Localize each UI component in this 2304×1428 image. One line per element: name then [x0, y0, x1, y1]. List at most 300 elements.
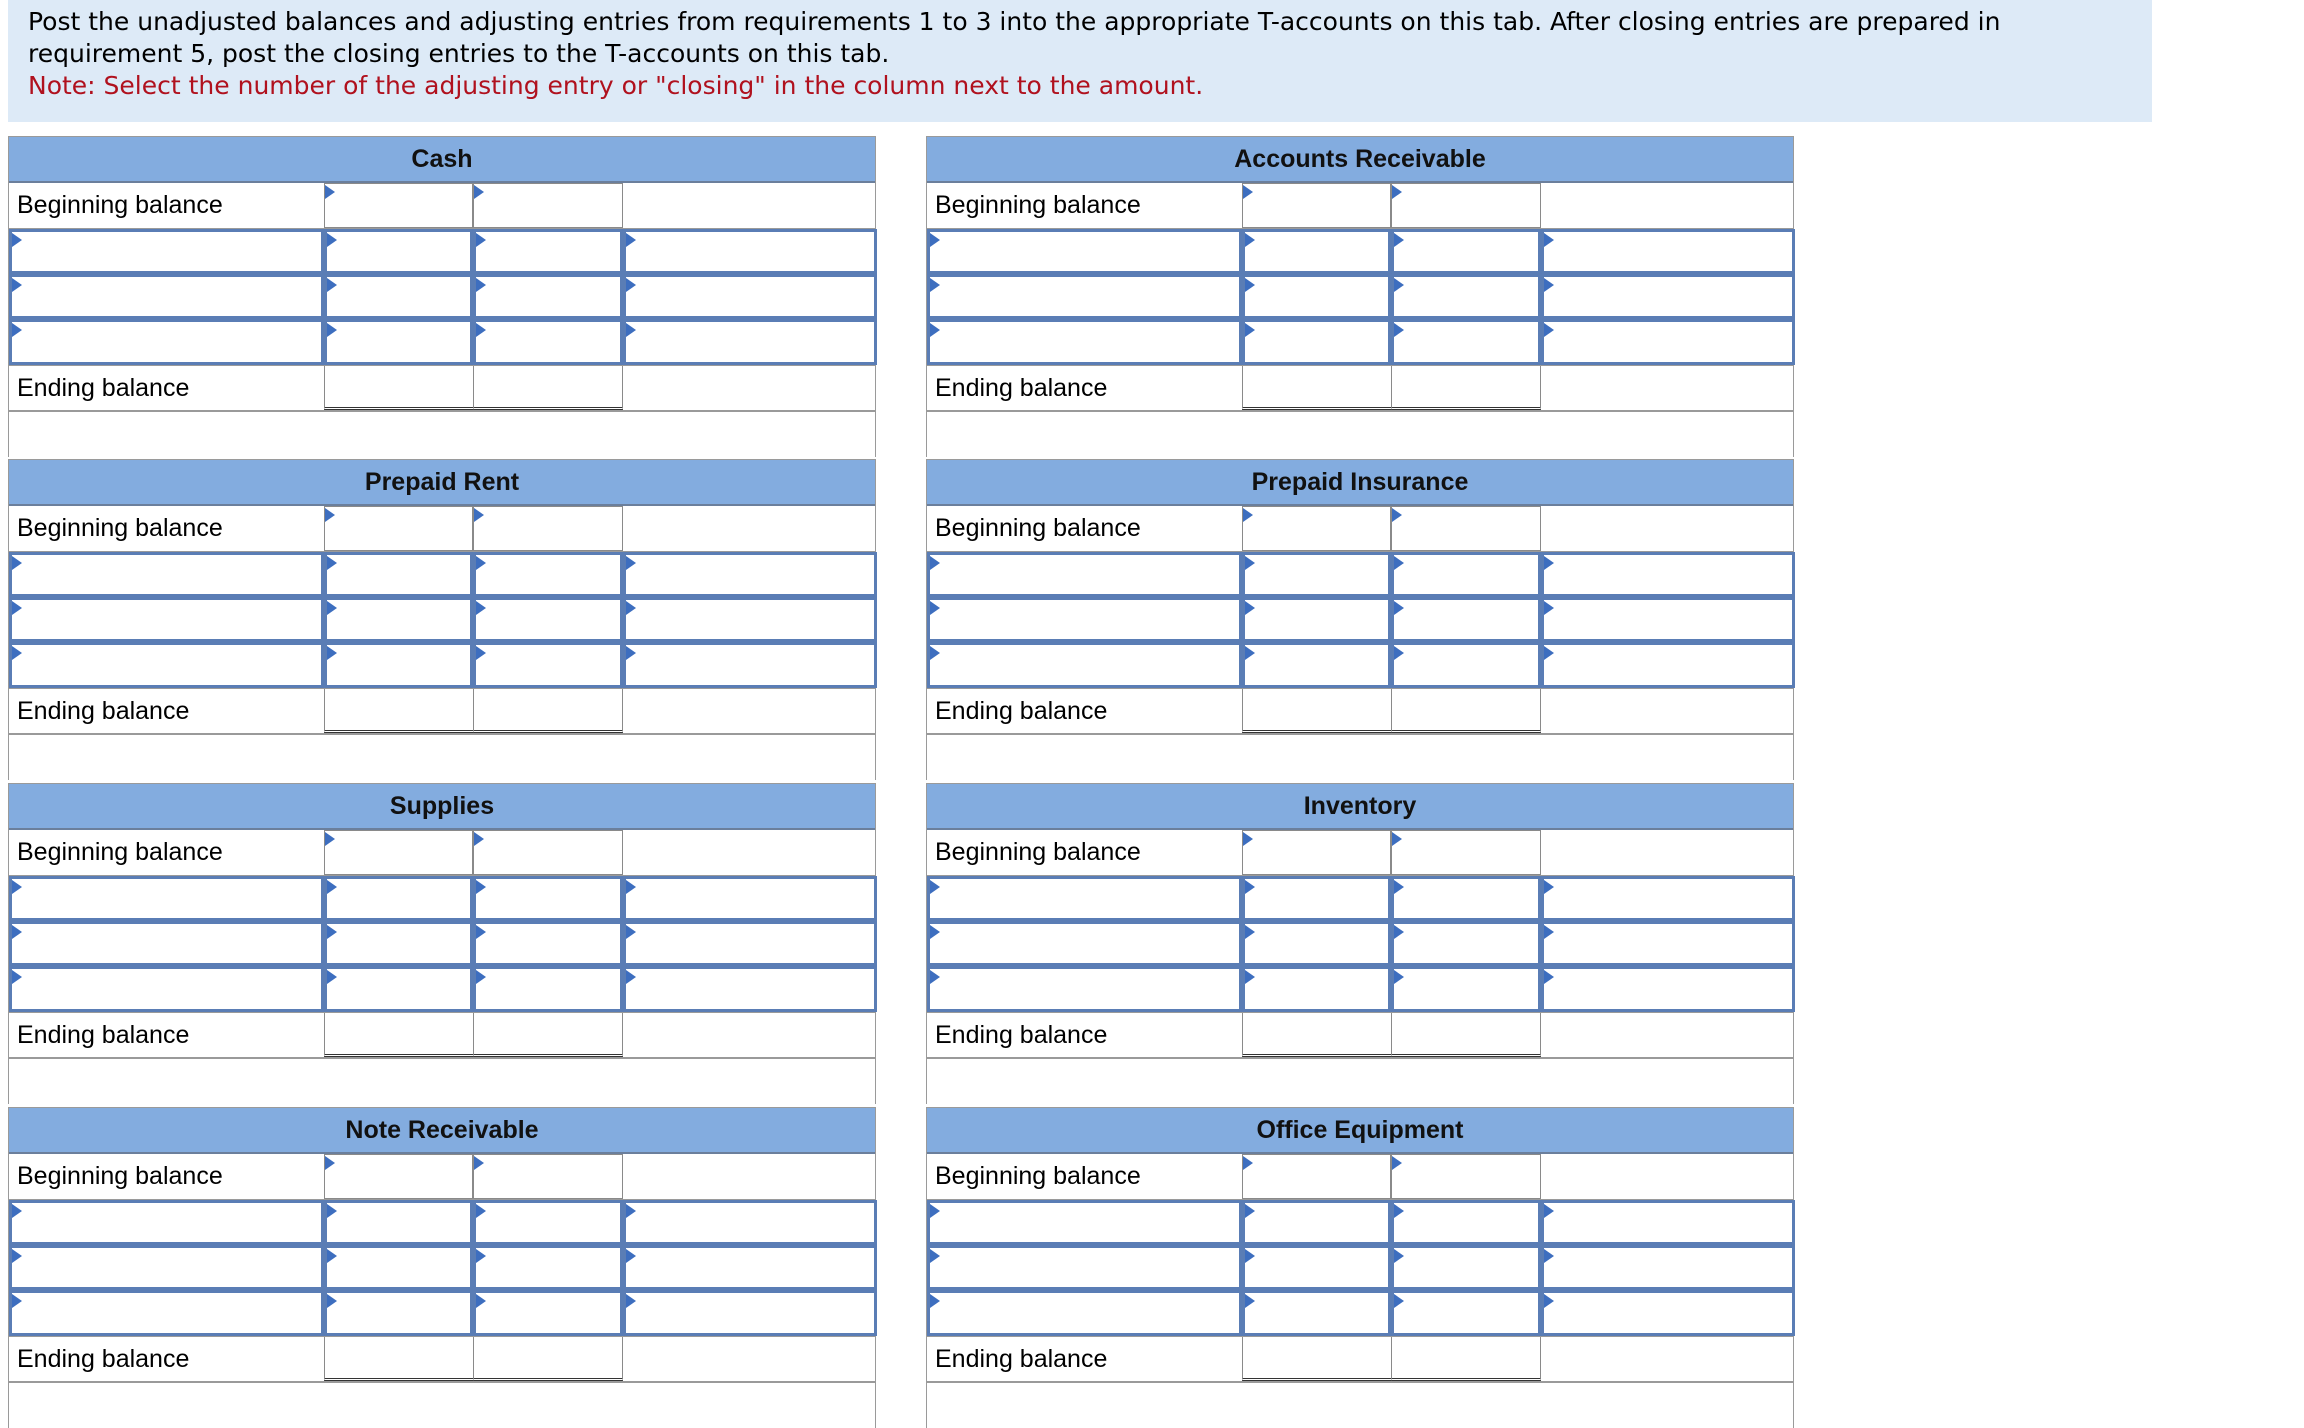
entry-row	[927, 876, 1793, 921]
entry-credit-reference-select[interactable]	[1541, 1290, 1795, 1336]
entry-row	[927, 1290, 1793, 1336]
entry-credit-reference-select[interactable]	[623, 319, 877, 365]
account-title: Prepaid Rent	[9, 460, 875, 506]
dropdown-marker-icon	[1394, 278, 1404, 292]
instructions-line-2: requirement 5, post the closing entries to the T-accounts on this tab.	[28, 39, 890, 68]
dropdown-marker-icon	[476, 880, 486, 894]
dropdown-marker-icon	[1544, 970, 1554, 984]
taccount-block	[926, 459, 1794, 780]
dropdown-marker-icon	[476, 323, 486, 337]
entry-credit-amount-input[interactable]	[1391, 1245, 1541, 1290]
entry-reference-select[interactable]	[927, 642, 1242, 688]
dropdown-marker-icon	[1245, 1249, 1255, 1263]
ending-balance-debit-field	[1242, 689, 1391, 733]
entry-credit-reference-select[interactable]	[623, 642, 877, 688]
entry-credit-amount-input[interactable]	[1391, 642, 1541, 688]
dropdown-marker-icon	[1245, 323, 1255, 337]
entry-debit-amount-input[interactable]	[1242, 274, 1391, 319]
beginning-balance-credit-input[interactable]	[1391, 1154, 1541, 1199]
entry-credit-reference-select[interactable]	[623, 229, 877, 274]
ending-balance-credit-field	[473, 1013, 623, 1057]
dropdown-marker-icon	[327, 646, 337, 660]
dropdown-marker-icon	[626, 880, 636, 894]
dropdown-marker-icon	[1544, 1294, 1554, 1308]
dropdown-marker-icon	[1392, 832, 1402, 846]
beginning-balance-debit-input[interactable]	[1242, 183, 1391, 228]
entry-reference-select[interactable]	[927, 319, 1242, 365]
entry-debit-amount-input[interactable]	[1242, 1245, 1391, 1290]
entry-credit-reference-select[interactable]	[1541, 921, 1795, 966]
entry-row	[9, 319, 875, 365]
dropdown-marker-icon	[930, 323, 940, 337]
entry-credit-amount-input[interactable]	[473, 1245, 623, 1290]
entry-reference-select[interactable]	[927, 921, 1242, 966]
entry-reference-select[interactable]	[9, 1200, 324, 1245]
entry-credit-reference-select[interactable]	[623, 876, 877, 921]
entry-row	[9, 1245, 875, 1290]
dropdown-marker-icon	[1394, 970, 1404, 984]
ending-balance-credit-field	[1391, 1337, 1541, 1381]
ending-balance-debit-field	[324, 366, 473, 410]
beginning-balance-debit-input[interactable]	[324, 1154, 473, 1199]
entry-reference-select[interactable]	[927, 1245, 1242, 1290]
dropdown-marker-icon	[1392, 185, 1402, 199]
dropdown-marker-icon	[626, 970, 636, 984]
dropdown-marker-icon	[327, 970, 337, 984]
dropdown-marker-icon	[476, 278, 486, 292]
beginning-balance-row	[9, 506, 875, 552]
ending-balance-label: Ending balance	[17, 373, 190, 402]
entry-row	[9, 966, 875, 1012]
account-title: Accounts Receivable	[927, 137, 1793, 183]
dropdown-marker-icon	[930, 970, 940, 984]
entry-credit-reference-select[interactable]	[1541, 966, 1795, 1012]
dropdown-marker-icon	[12, 1249, 22, 1263]
entry-row	[9, 552, 875, 597]
entry-debit-amount-input[interactable]	[324, 1290, 473, 1336]
entry-row	[927, 597, 1793, 642]
dropdown-marker-icon	[12, 970, 22, 984]
taccount-block	[8, 783, 876, 1104]
beginning-balance-credit-input[interactable]	[1391, 830, 1541, 875]
entry-row	[927, 642, 1793, 688]
entry-credit-amount-input[interactable]	[1391, 966, 1541, 1012]
entry-debit-amount-input[interactable]	[324, 921, 473, 966]
entry-credit-reference-select[interactable]	[1541, 274, 1795, 319]
beginning-balance-row	[9, 1154, 875, 1200]
taccount-block	[8, 136, 876, 457]
entry-reference-select[interactable]	[9, 642, 324, 688]
spacer-row	[9, 734, 875, 780]
dropdown-marker-icon	[1245, 970, 1255, 984]
entry-credit-amount-input[interactable]	[473, 319, 623, 365]
entry-credit-reference-select[interactable]	[623, 1245, 877, 1290]
ending-balance-row	[927, 1012, 1793, 1058]
beginning-balance-label: Beginning balance	[17, 1162, 223, 1190]
dropdown-marker-icon	[1394, 323, 1404, 337]
entry-credit-reference-select[interactable]	[1541, 597, 1795, 642]
dropdown-marker-icon	[474, 508, 484, 522]
dropdown-marker-icon	[626, 1294, 636, 1308]
entry-row	[9, 274, 875, 319]
dropdown-marker-icon	[476, 1249, 486, 1263]
entry-reference-select[interactable]	[9, 229, 324, 274]
entry-reference-select[interactable]	[9, 921, 324, 966]
dropdown-marker-icon	[474, 832, 484, 846]
entry-credit-amount-input[interactable]	[473, 552, 623, 597]
ending-balance-credit-field	[1391, 689, 1541, 733]
ending-balance-row	[927, 365, 1793, 411]
account-title: Note Receivable	[9, 1108, 875, 1154]
taccount-block	[926, 136, 1794, 457]
dropdown-marker-icon	[1544, 601, 1554, 615]
entry-debit-amount-input[interactable]	[324, 229, 473, 274]
entry-debit-amount-input[interactable]	[324, 966, 473, 1012]
taccount-block	[926, 1107, 1794, 1428]
entry-row	[927, 921, 1793, 966]
entry-credit-amount-input[interactable]	[473, 876, 623, 921]
dropdown-marker-icon	[1245, 233, 1255, 247]
entry-credit-amount-input[interactable]	[1391, 1290, 1541, 1336]
dropdown-marker-icon	[1544, 323, 1554, 337]
entry-reference-select[interactable]	[927, 966, 1242, 1012]
entry-row	[9, 1290, 875, 1336]
ending-balance-label: Ending balance	[935, 1020, 1108, 1049]
entry-credit-amount-input[interactable]	[1391, 597, 1541, 642]
dropdown-marker-icon	[476, 1294, 486, 1308]
entry-debit-amount-input[interactable]	[324, 876, 473, 921]
entry-credit-amount-input[interactable]	[1391, 229, 1541, 274]
instructions-panel	[8, 0, 2152, 122]
dropdown-marker-icon	[930, 1294, 940, 1308]
ending-balance-row	[9, 1336, 875, 1382]
beginning-balance-label: Beginning balance	[17, 514, 223, 542]
account-title: Prepaid Insurance	[927, 460, 1793, 506]
entry-credit-reference-select[interactable]	[1541, 1245, 1795, 1290]
dropdown-marker-icon	[476, 601, 486, 615]
entry-row	[9, 597, 875, 642]
entry-credit-amount-input[interactable]	[473, 966, 623, 1012]
dropdown-marker-icon	[476, 556, 486, 570]
ending-balance-row	[9, 1012, 875, 1058]
dropdown-marker-icon	[626, 556, 636, 570]
dropdown-marker-icon	[1245, 601, 1255, 615]
dropdown-marker-icon	[12, 646, 22, 660]
entry-credit-reference-select[interactable]	[623, 274, 877, 319]
entry-row	[9, 921, 875, 966]
dropdown-marker-icon	[1544, 278, 1554, 292]
entry-credit-reference-select[interactable]	[623, 921, 877, 966]
entry-credit-amount-input[interactable]	[473, 1200, 623, 1245]
dropdown-marker-icon	[1394, 601, 1404, 615]
entry-row	[9, 229, 875, 274]
ending-balance-debit-field	[324, 1013, 473, 1057]
entry-row	[9, 876, 875, 921]
entry-credit-reference-select[interactable]	[1541, 1200, 1795, 1245]
entry-credit-amount-input[interactable]	[1391, 552, 1541, 597]
entry-debit-amount-input[interactable]	[1242, 597, 1391, 642]
dropdown-marker-icon	[930, 601, 940, 615]
entry-row	[927, 229, 1793, 274]
ending-balance-debit-field	[324, 689, 473, 733]
dropdown-marker-icon	[1394, 1294, 1404, 1308]
entry-reference-select[interactable]	[927, 274, 1242, 319]
beginning-balance-debit-input[interactable]	[324, 506, 473, 551]
entry-debit-amount-input[interactable]	[1242, 642, 1391, 688]
entry-credit-reference-select[interactable]	[623, 1200, 877, 1245]
entry-credit-reference-select[interactable]	[1541, 229, 1795, 274]
dropdown-marker-icon	[327, 323, 337, 337]
beginning-balance-row	[927, 506, 1793, 552]
entry-debit-amount-input[interactable]	[1242, 229, 1391, 274]
ending-balance-credit-field	[1391, 366, 1541, 410]
dropdown-marker-icon	[1394, 233, 1404, 247]
entry-reference-select[interactable]	[9, 966, 324, 1012]
entry-debit-amount-input[interactable]	[1242, 552, 1391, 597]
ending-balance-debit-field	[1242, 1013, 1391, 1057]
dropdown-marker-icon	[12, 601, 22, 615]
dropdown-marker-icon	[325, 832, 335, 846]
entry-debit-amount-input[interactable]	[324, 319, 473, 365]
dropdown-marker-icon	[1243, 185, 1253, 199]
beginning-balance-credit-input[interactable]	[473, 183, 623, 228]
dropdown-marker-icon	[1394, 925, 1404, 939]
dropdown-marker-icon	[1394, 556, 1404, 570]
entry-reference-select[interactable]	[927, 552, 1242, 597]
beginning-balance-credit-input[interactable]	[1391, 183, 1541, 228]
beginning-balance-label: Beginning balance	[935, 191, 1141, 219]
account-title: Office Equipment	[927, 1108, 1793, 1154]
entry-credit-reference-select[interactable]	[1541, 876, 1795, 921]
beginning-balance-row	[9, 183, 875, 229]
entry-credit-amount-input[interactable]	[1391, 319, 1541, 365]
entry-credit-amount-input[interactable]	[1391, 921, 1541, 966]
dropdown-marker-icon	[930, 556, 940, 570]
dropdown-marker-icon	[626, 1249, 636, 1263]
dropdown-marker-icon	[476, 925, 486, 939]
dropdown-marker-icon	[12, 556, 22, 570]
entry-reference-select[interactable]	[927, 876, 1242, 921]
taccount-block	[8, 1107, 876, 1428]
dropdown-marker-icon	[325, 1156, 335, 1170]
ending-balance-debit-field	[1242, 366, 1391, 410]
entry-credit-amount-input[interactable]	[473, 642, 623, 688]
entry-credit-amount-input[interactable]	[473, 921, 623, 966]
entry-reference-select[interactable]	[9, 1245, 324, 1290]
entry-row	[927, 1200, 1793, 1245]
dropdown-marker-icon	[474, 185, 484, 199]
entry-reference-select[interactable]	[927, 597, 1242, 642]
dropdown-marker-icon	[1394, 1249, 1404, 1263]
ending-balance-label: Ending balance	[17, 696, 190, 725]
dropdown-marker-icon	[325, 185, 335, 199]
entry-reference-select[interactable]	[9, 274, 324, 319]
taccount-block	[8, 459, 876, 780]
entry-credit-reference-select[interactable]	[623, 552, 877, 597]
dropdown-marker-icon	[476, 1204, 486, 1218]
entry-credit-reference-select[interactable]	[1541, 642, 1795, 688]
entry-credit-reference-select[interactable]	[623, 1290, 877, 1336]
dropdown-marker-icon	[1544, 233, 1554, 247]
dropdown-marker-icon	[327, 1249, 337, 1263]
entry-credit-reference-select[interactable]	[623, 597, 877, 642]
entry-debit-amount-input[interactable]	[1242, 1200, 1391, 1245]
beginning-balance-debit-input[interactable]	[1242, 506, 1391, 551]
beginning-balance-label: Beginning balance	[17, 838, 223, 866]
dropdown-marker-icon	[930, 880, 940, 894]
entry-credit-amount-input[interactable]	[473, 274, 623, 319]
ending-balance-debit-field	[324, 1337, 473, 1381]
entry-reference-select[interactable]	[9, 597, 324, 642]
dropdown-marker-icon	[327, 880, 337, 894]
entry-row	[9, 1200, 875, 1245]
dropdown-marker-icon	[12, 233, 22, 247]
dropdown-marker-icon	[1243, 1156, 1253, 1170]
ending-balance-label: Ending balance	[935, 373, 1108, 402]
entry-debit-amount-input[interactable]	[1242, 876, 1391, 921]
entry-reference-select[interactable]	[9, 1290, 324, 1336]
entry-debit-amount-input[interactable]	[324, 1200, 473, 1245]
dropdown-marker-icon	[325, 508, 335, 522]
dropdown-marker-icon	[930, 1204, 940, 1218]
ending-balance-label: Ending balance	[17, 1020, 190, 1049]
entry-debit-amount-input[interactable]	[324, 552, 473, 597]
beginning-balance-row	[927, 830, 1793, 876]
ending-balance-debit-field	[1242, 1337, 1391, 1381]
dropdown-marker-icon	[476, 233, 486, 247]
dropdown-marker-icon	[1245, 278, 1255, 292]
beginning-balance-row	[9, 830, 875, 876]
entry-debit-amount-input[interactable]	[324, 1245, 473, 1290]
entry-row	[927, 552, 1793, 597]
ending-balance-credit-field	[473, 689, 623, 733]
dropdown-marker-icon	[1245, 646, 1255, 660]
entry-credit-amount-input[interactable]	[1391, 876, 1541, 921]
entry-credit-amount-input[interactable]	[1391, 1200, 1541, 1245]
spacer-row	[9, 1382, 875, 1428]
dropdown-marker-icon	[930, 646, 940, 660]
entry-credit-amount-input[interactable]	[1391, 274, 1541, 319]
entry-credit-reference-select[interactable]	[623, 966, 877, 1012]
dropdown-marker-icon	[626, 1204, 636, 1218]
dropdown-marker-icon	[12, 1204, 22, 1218]
dropdown-marker-icon	[1392, 1156, 1402, 1170]
entry-row	[927, 966, 1793, 1012]
dropdown-marker-icon	[1394, 1204, 1404, 1218]
account-title: Inventory	[927, 784, 1793, 830]
dropdown-marker-icon	[1245, 925, 1255, 939]
entry-row	[927, 274, 1793, 319]
spacer-row	[9, 1058, 875, 1104]
dropdown-marker-icon	[1544, 1204, 1554, 1218]
dropdown-marker-icon	[1243, 832, 1253, 846]
account-title: Cash	[9, 137, 875, 183]
entry-debit-amount-input[interactable]	[324, 597, 473, 642]
dropdown-marker-icon	[327, 925, 337, 939]
dropdown-marker-icon	[476, 646, 486, 660]
beginning-balance-credit-input[interactable]	[473, 506, 623, 551]
dropdown-marker-icon	[1544, 1249, 1554, 1263]
entry-row	[9, 642, 875, 688]
entry-credit-reference-select[interactable]	[1541, 319, 1795, 365]
instructions-note: Note: Select the number of the adjusting entry or "closing" in the column next to the amount.	[28, 71, 1204, 100]
dropdown-marker-icon	[12, 880, 22, 894]
dropdown-marker-icon	[626, 646, 636, 660]
dropdown-marker-icon	[626, 278, 636, 292]
spacer-row	[927, 411, 1793, 457]
entry-debit-amount-input[interactable]	[324, 642, 473, 688]
entry-debit-amount-input[interactable]	[1242, 319, 1391, 365]
ending-balance-label: Ending balance	[17, 1344, 190, 1373]
entry-debit-amount-input[interactable]	[1242, 921, 1391, 966]
entry-debit-amount-input[interactable]	[324, 274, 473, 319]
dropdown-marker-icon	[1245, 556, 1255, 570]
dropdown-marker-icon	[626, 323, 636, 337]
beginning-balance-debit-input[interactable]	[324, 183, 473, 228]
entry-credit-reference-select[interactable]	[1541, 552, 1795, 597]
beginning-balance-credit-input[interactable]	[473, 1154, 623, 1199]
dropdown-marker-icon	[327, 1204, 337, 1218]
ending-balance-label: Ending balance	[935, 1344, 1108, 1373]
dropdown-marker-icon	[12, 925, 22, 939]
entry-reference-select[interactable]	[9, 876, 324, 921]
entry-reference-select[interactable]	[927, 1290, 1242, 1336]
dropdown-marker-icon	[1243, 508, 1253, 522]
dropdown-marker-icon	[930, 925, 940, 939]
ending-balance-row	[9, 688, 875, 734]
entry-reference-select[interactable]	[9, 552, 324, 597]
entry-reference-select[interactable]	[927, 229, 1242, 274]
entry-credit-amount-input[interactable]	[473, 597, 623, 642]
spacer-row	[9, 411, 875, 457]
dropdown-marker-icon	[1544, 925, 1554, 939]
beginning-balance-debit-input[interactable]	[1242, 1154, 1391, 1199]
entry-reference-select[interactable]	[927, 1200, 1242, 1245]
dropdown-marker-icon	[1394, 646, 1404, 660]
account-title: Supplies	[9, 784, 875, 830]
dropdown-marker-icon	[12, 1294, 22, 1308]
ending-balance-credit-field	[1391, 1013, 1541, 1057]
dropdown-marker-icon	[327, 233, 337, 247]
ending-balance-credit-field	[473, 366, 623, 410]
dropdown-marker-icon	[1394, 880, 1404, 894]
ending-balance-row	[927, 1336, 1793, 1382]
beginning-balance-credit-input[interactable]	[1391, 506, 1541, 551]
entry-debit-amount-input[interactable]	[1242, 1290, 1391, 1336]
beginning-balance-debit-input[interactable]	[1242, 830, 1391, 875]
entry-debit-amount-input[interactable]	[1242, 966, 1391, 1012]
entry-credit-amount-input[interactable]	[473, 1290, 623, 1336]
beginning-balance-label: Beginning balance	[935, 838, 1141, 866]
dropdown-marker-icon	[626, 601, 636, 615]
dropdown-marker-icon	[327, 1294, 337, 1308]
spacer-row	[927, 734, 1793, 780]
entry-credit-amount-input[interactable]	[473, 229, 623, 274]
dropdown-marker-icon	[1245, 880, 1255, 894]
dropdown-marker-icon	[1544, 556, 1554, 570]
beginning-balance-credit-input[interactable]	[473, 830, 623, 875]
dropdown-marker-icon	[1544, 880, 1554, 894]
beginning-balance-label: Beginning balance	[17, 191, 223, 219]
spacer-row	[927, 1382, 1793, 1428]
dropdown-marker-icon	[1245, 1204, 1255, 1218]
dropdown-marker-icon	[1392, 508, 1402, 522]
entry-reference-select[interactable]	[9, 319, 324, 365]
dropdown-marker-icon	[626, 233, 636, 247]
dropdown-marker-icon	[930, 233, 940, 247]
beginning-balance-debit-input[interactable]	[324, 830, 473, 875]
dropdown-marker-icon	[476, 970, 486, 984]
